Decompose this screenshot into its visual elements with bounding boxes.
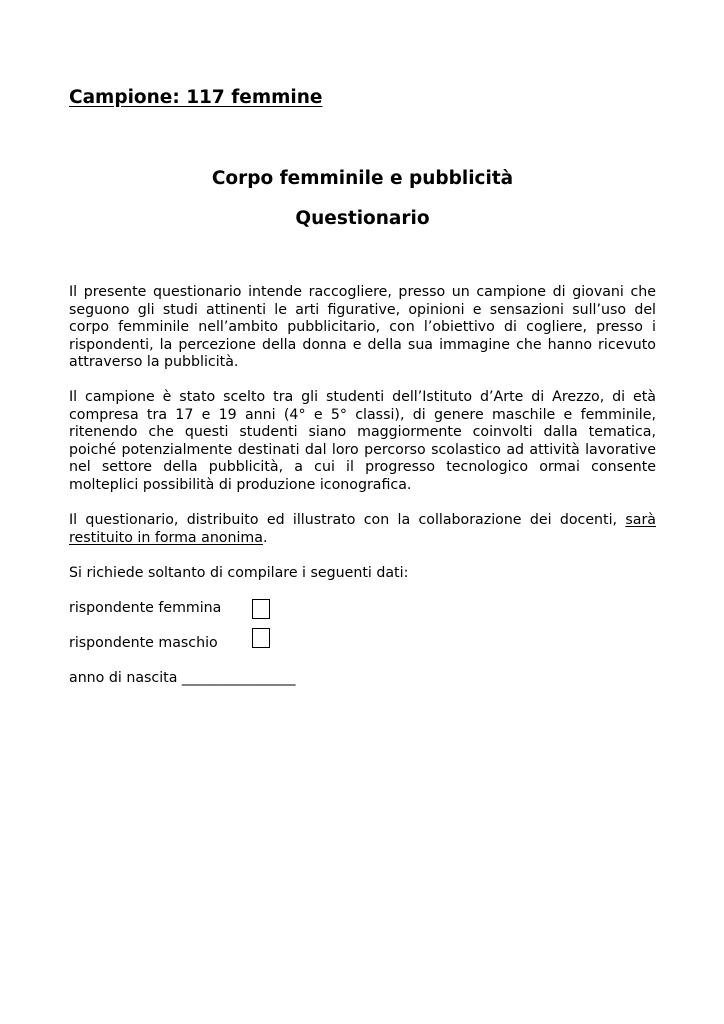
anonymity-text-end: .	[262, 529, 268, 546]
questionnaire-page	[69, 0, 656, 1024]
intro-paragraph: Il presente questionario intende raccogliere, presso un campione di giovani che seguono gli studi attinenti le arti figurative, opinioni e sensazioni sull’uso del corpo femminile nell’ambito pubblicitario, con l’obiettivo di cogliere, presso i rispondenti, la percezione della donna e della sua immagine che hanno ricevuto attraverso la pubblicità.	[69, 284, 656, 371]
female-respondent-label: rispondente femmina	[69, 600, 222, 616]
document-title: Corpo femminile e pubblicità	[211, 168, 514, 189]
female-respondent-checkbox[interactable]	[252, 599, 270, 619]
anonymity-paragraph	[69, 512, 656, 547]
anonymity-text: Il questionario, distribuito ed illustrato con la collaborazione dei docenti,	[69, 512, 626, 528]
birth-year-label: anno di nascita	[69, 670, 178, 686]
anonymity-underlined-text: sarà restituito in forma anonima	[69, 512, 656, 546]
document-subtitle: Questionario	[295, 208, 430, 229]
birth-year-field[interactable]: ________________	[181, 670, 296, 686]
male-respondent-checkbox[interactable]	[252, 628, 270, 648]
instructions-paragraph: Si richiede soltanto di compilare i seguenti dati:	[69, 565, 409, 581]
birth-year-row	[69, 670, 295, 688]
sample-description-paragraph: Il campione è stato scelto tra gli studenti dell’Istituto d’Arte di Arezzo, di età compresa tra 17 e 19 anni (4° e 5° classi), di genere maschile e femminile, ritenendo che questi studenti siano maggiormente coinvolti dalla tematica, poiché potenzialmente destinati dal loro percorso scolastico ad attività lavorative nel settore della pubblicità, a cui il progresso tecnologico ormai consente molteplici possibilità di produzione iconografica.	[69, 389, 656, 493]
male-respondent-label: rispondente maschio	[69, 635, 218, 651]
sample-heading: Campione: 117 femmine	[69, 87, 323, 108]
